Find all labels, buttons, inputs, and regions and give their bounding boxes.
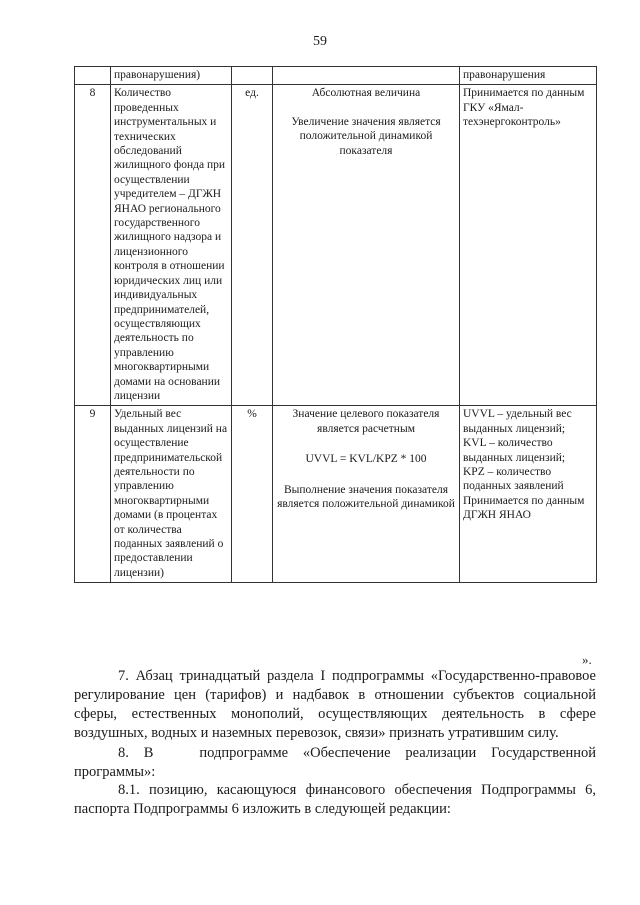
method-text: Значение целевого показателя является расчетным: [292, 408, 440, 435]
formula: UVVL = KVL/KPZ * 100: [305, 453, 427, 466]
indicator-name: Количество проведенных инструментальных и технических обследований жилищного фонда при осуществлении учредителем – ДГЖН ЯНАО регионального государственного жилищного надзора и лицензионного контроля в отношении юридических лиц или индивидуальных предпринимателей, осуществляющих деятельность по управлению многоквартирными домами на основании лицензии: [111, 85, 232, 406]
data-source: [460, 406, 597, 583]
indicators-table: [74, 66, 597, 583]
cell-unit: [232, 67, 273, 85]
data-source: Принимается по данным ГКУ «Ямал-техэнергоконтроль»: [460, 85, 597, 406]
table-row-continuation: [75, 67, 597, 85]
unit-of-measure: %: [232, 406, 273, 583]
source-line: KVL – количество выданных лицензий;: [463, 437, 566, 464]
page-number: 59: [313, 34, 327, 49]
table-row: [75, 85, 597, 406]
paragraph-8-text: подпрограмме «Обеспечение реализации Государственной программы»:: [74, 745, 596, 780]
row-number: 9: [75, 406, 111, 583]
source-line: Принимается по данным ДГЖН ЯНАО: [463, 494, 585, 522]
calculation-method: [273, 85, 460, 406]
cell-name: правонарушения): [111, 67, 232, 85]
source-line: KPZ – количество поданных заявлений: [463, 465, 564, 493]
indicator-name: Удельный вес выданных лицензий на осуществление предпринимательской деятельности по управлению многоквартирными домами (в процентах от количества поданных заявлений о предоставлении лицензии): [111, 406, 232, 583]
paragraph-8: [74, 744, 596, 782]
source-line: UVVL – удельный вес выданных лицензий;: [463, 408, 572, 435]
row-number: 8: [75, 85, 111, 406]
unit-of-measure: ед.: [232, 85, 273, 406]
method-note: Увеличение значения является положительной динамикой показателя: [291, 115, 441, 157]
paragraph-8-1: 8.1. позицию, касающуюся финансового обеспечения Подпрограммы 6, паспорта Подпрограммы 6 изложить в следующей редакции:: [74, 782, 596, 817]
cell-source: правонарушения: [460, 67, 597, 85]
cell-method: [273, 67, 460, 85]
closing-quote: ».: [582, 652, 592, 667]
paragraph-7: 7. Абзац тринадцатый раздела I подпрограммы «Государственно-правовое регулирование цен (тарифов) и надбавок в отношении субъектов социальной сферы, естественных монополий, осуществляющих деятельность в сфере воздушных, водных и наземных перевозок, связи» признать утратившим силу.: [74, 668, 596, 741]
cell-num: [75, 67, 111, 85]
paragraph-8-number: 8. В: [118, 745, 154, 761]
calculation-method: [273, 406, 460, 583]
method-note: Выполнение значения показателя является положительной динамикой: [277, 483, 455, 510]
table-row: [75, 406, 597, 583]
method-text: Абсолютная величина: [311, 87, 421, 100]
